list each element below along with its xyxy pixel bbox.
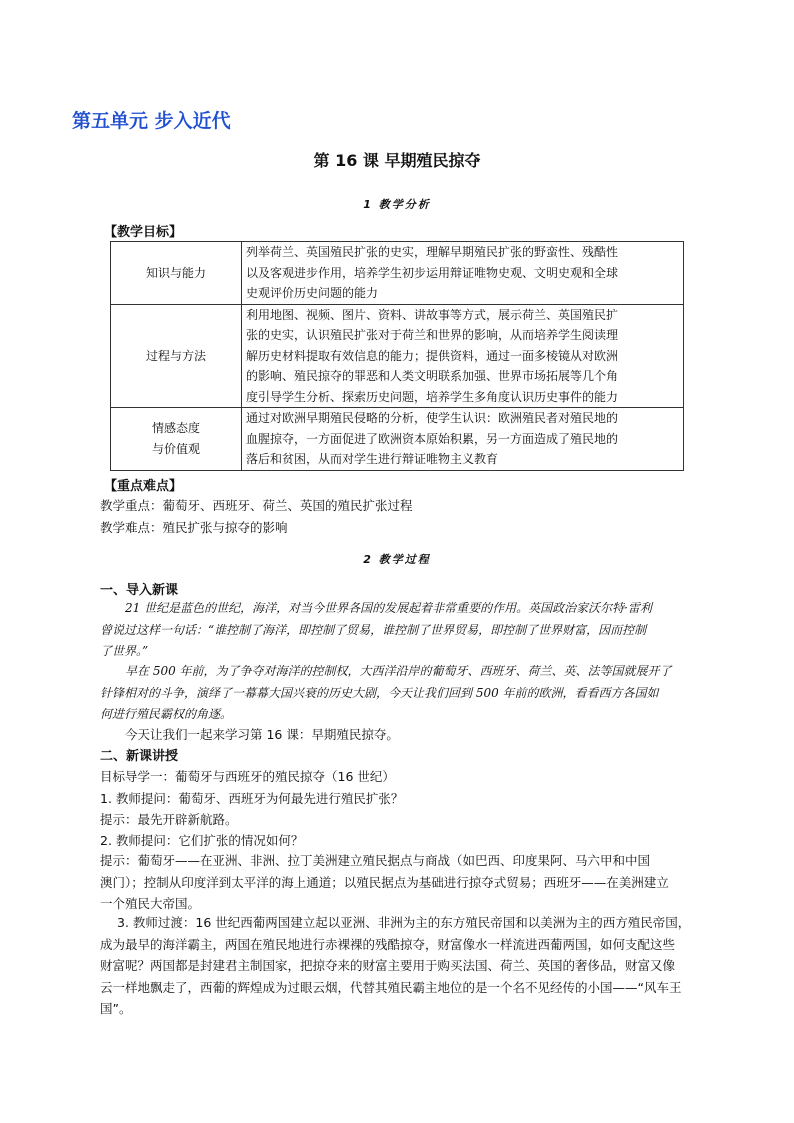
key-point: 教学重点：葡萄牙、西班牙、荷兰、英国的殖民扩张过程 <box>100 498 413 513</box>
lesson-title: 第 16 课 早期殖民掠夺 <box>313 151 481 170</box>
goal-category: 情感态度 与价值观 <box>111 408 242 471</box>
question-1: 1. 教师提问：葡萄牙、西班牙为何最先进行殖民扩张？ <box>100 791 404 806</box>
part1-title: 一、导入新课 <box>100 583 179 598</box>
teaching-goals-label: 【教学目标】 <box>104 225 183 240</box>
intro-paragraph-3: 今天让我们一起来学习第 16 课：早期殖民掠夺。 <box>125 727 399 742</box>
teaching-goals-table <box>110 241 684 471</box>
question-2: 2. 教师提问：它们扩张的情况如何？ <box>100 833 304 848</box>
goal-content: 利用地图、视频、图片、资料、讲故事等方式，展示荷兰、英国殖民扩 张的史实，认识殖民扩张对于荷兰和世界的影响，从而培养学生阅读理 解历史材料提取有效信息的能力；提供资料，通过一面多棱镜从对欧洲 的影响、殖民掠夺的罪恶和人类文明联系加强、世界市场拓展等几个角 度引导学生分析、探索历史问题，培养学生多角度认识历史事件的能力 <box>242 304 684 408</box>
goal-category: 知识与能力 <box>111 242 242 305</box>
section-heading-process: 2 教学过程 <box>363 553 431 566</box>
key-points-label: 【重点难点】 <box>104 479 183 494</box>
section-heading-analysis: 1 教学分析 <box>363 198 431 211</box>
part2-title: 二、新课讲授 <box>100 749 179 764</box>
unit-title: 第五单元 步入近代 <box>72 110 231 132</box>
intro-paragraph-1: 21 世纪是蓝色的世纪，海洋，对当今世界各国的发展起着非常重要的作用。英国政治家沃尔特·雷利 曾说过这样一句话：“谁控制了海洋，即控制了贸易，谁控制了世界贸易，即控制了世界财富，因而控制 了世界。” <box>100 601 652 658</box>
goal-row-knowledge <box>111 242 684 305</box>
intro-paragraph-2: 早在 500 年前，为了争夺对海洋的控制权，大西洋沿岸的葡萄牙、西班牙、荷兰、英、法等国就展开了 针锋相对的斗争，演绎了一幕幕大国兴衰的历史大剧，今天让我们回到 500 年前的欧洲，看看西方各国如 何进行殖民霸权的角逐。 <box>100 664 672 721</box>
goal-content: 通过对欧洲早期殖民侵略的分析，使学生认识：欧洲殖民者对殖民地的 血腥掠夺，一方面促进了欧洲资本原始积累，另一方面造成了殖民地的 落后和贫困，从而对学生进行辩证唯物主义教育 <box>242 408 684 471</box>
answer-2: 提示：葡萄牙——在亚洲、非洲、拉丁美洲建立殖民据点与商战（如巴西、印度果阿、马六甲和中国 澳门）；控制从印度洋到太平洋的海上通道；以殖民据点为基础进行掠夺式贸易；西班牙——在美洲建立 一个殖民大帝国。 <box>100 853 669 911</box>
goal-row-process <box>111 304 684 408</box>
goal-content: 列举荷兰、英国殖民扩张的史实，理解早期殖民扩张的野蛮性、残酷性 以及客观进步作用，培养学生初步运用辩证唯物史观、文明史观和全球 史观评价历史问题的能力 <box>242 242 684 305</box>
guide-1: 目标导学一：葡萄牙与西班牙的殖民掠夺（16 世纪） <box>100 769 395 784</box>
goal-category: 过程与方法 <box>111 304 242 408</box>
transition-paragraph: 3. 教师过渡：16 世纪西葡两国建立起以亚洲、非洲为主的东方殖民帝国和以美洲为主的西方殖民帝国， 成为最早的海洋霸主，两国在殖民地进行赤裸裸的残酷掠夺，财富像水一样流进西葡两国，如何支配这些 财富呢？两国都是封建君主制国家，把掠夺来的财富主要用于购买法国、荷兰、英国的奢侈品，财富又像 云一样地飘走了，西葡的辉煌成为过眼云烟，代替其殖民霸主地位的是一个名不见经传的小国——“风车王 国”。 <box>100 915 691 1016</box>
difficult-point: 教学难点：殖民扩张与掠夺的影响 <box>100 520 288 535</box>
goal-row-emotion <box>111 408 684 471</box>
answer-1: 提示：最先开辟新航路。 <box>100 812 238 827</box>
